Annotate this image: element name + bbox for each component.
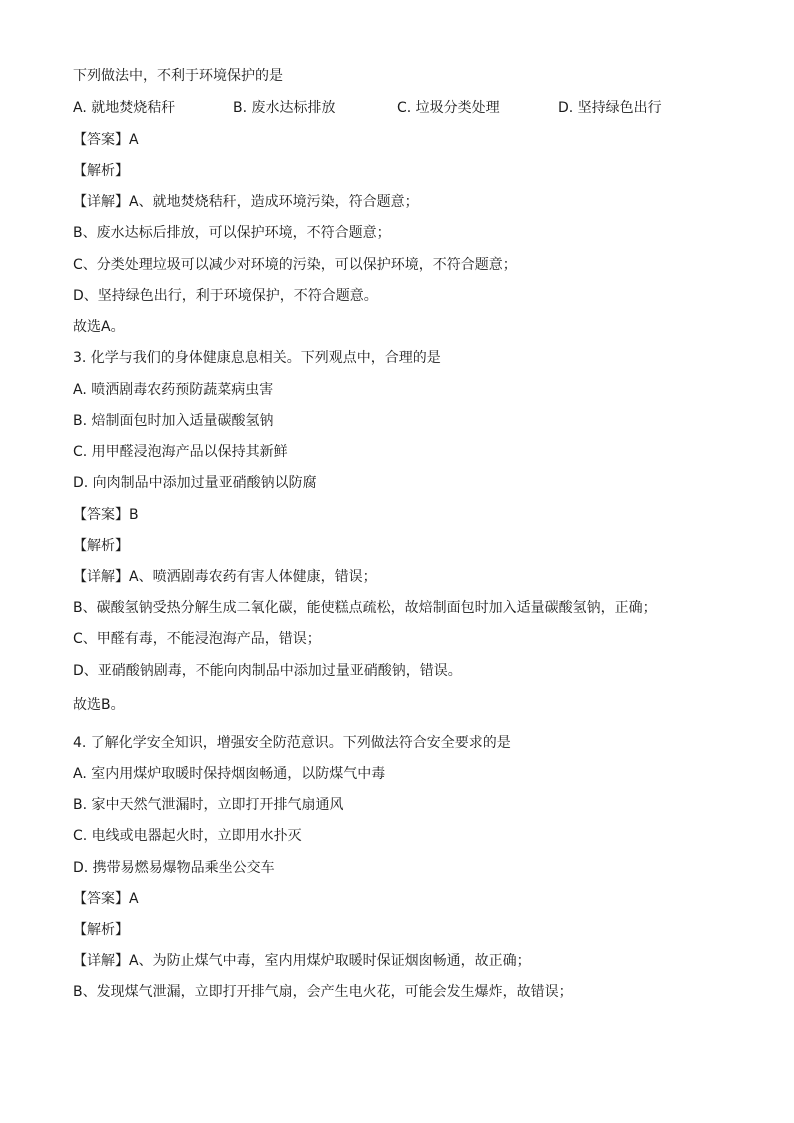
- q2-detail-c: C、分类处理垃圾可以减少对环境的污染，可以保护环境，不符合题意；: [73, 257, 517, 273]
- q2-option-a: A. 就地焚烧秸秆: [73, 100, 176, 116]
- q2-conclusion: 故选A。: [73, 319, 125, 335]
- q3-stem: 3. 化学与我们的身体健康息息相关。下列观点中，合理的是: [73, 350, 441, 366]
- q4-option-b: B. 家中天然气泄漏时，立即打开排气扇通风: [73, 797, 344, 813]
- q3-answer: 【答案】B: [73, 507, 139, 523]
- q4-detail-a: 【详解】A、为防止煤气中毒，室内用煤炉取暖时保证烟囱畅通，故正确；: [73, 953, 531, 969]
- q4-option-d: D. 携带易燃易爆物品乘坐公交车: [73, 860, 275, 876]
- q2-detail-a: 【详解】A、就地焚烧秸秆，造成环境污染，符合题意；: [73, 194, 419, 210]
- q3-conclusion: 故选B。: [73, 697, 125, 713]
- q2-detail-d: D、坚持绿色出行，利于环境保护，不符合题意。: [73, 288, 378, 304]
- q2-option-c: C. 垃圾分类处理: [397, 100, 500, 116]
- q3-option-a: A. 喷洒剧毒农药预防蔬菜病虫害: [73, 382, 274, 398]
- q4-detail-b: B、发现煤气泄漏，立即打开排气扇，会产生电火花，可能会发生爆炸，故错误；: [73, 984, 573, 1000]
- q4-stem: 4. 了解化学安全知识，增强安全防范意识。下列做法符合安全要求的是: [73, 735, 511, 751]
- q3-analysis-label: 【解析】: [73, 538, 129, 554]
- q3-option-d: D. 向肉制品中添加过量亚硝酸钠以防腐: [73, 475, 317, 491]
- q3-detail-d: D、亚硝酸钠剧毒，不能向肉制品中添加过量亚硝酸钠，错误。: [73, 663, 462, 679]
- q4-analysis-label: 【解析】: [73, 922, 129, 938]
- q2-detail-b: B、废水达标后排放，可以保护环境，不符合题意；: [73, 225, 391, 241]
- q3-detail-c: C、甲醛有毒，不能浸泡海产品，错误；: [73, 631, 321, 647]
- q2-analysis-label: 【解析】: [73, 163, 129, 179]
- q3-option-b: B. 焙制面包时加入适量碳酸氢钠: [73, 413, 274, 429]
- q4-option-c: C. 电线或电器起火时，立即用水扑灭: [73, 828, 302, 844]
- q3-detail-a: 【详解】A、喷洒剧毒农药有害人体健康，错误；: [73, 569, 377, 585]
- q3-detail-b: B、碳酸氢钠受热分解生成二氧化碳，能使糕点疏松，故焙制面包时加入适量碳酸氢钠，正确；: [73, 600, 657, 616]
- q2-answer: 【答案】A: [73, 132, 139, 148]
- q3-option-c: C. 用甲醛浸泡海产品以保持其新鲜: [73, 444, 288, 460]
- q4-option-a: A. 室内用煤炉取暖时保持烟囱畅通，以防煤气中毒: [73, 766, 386, 782]
- q4-answer: 【答案】A: [73, 891, 139, 907]
- q2-option-b: B. 废水达标排放: [233, 100, 336, 116]
- q2-stem: 下列做法中，不利于环境保护的是: [73, 68, 283, 84]
- q2-option-d: D. 坚持绿色出行: [558, 100, 662, 116]
